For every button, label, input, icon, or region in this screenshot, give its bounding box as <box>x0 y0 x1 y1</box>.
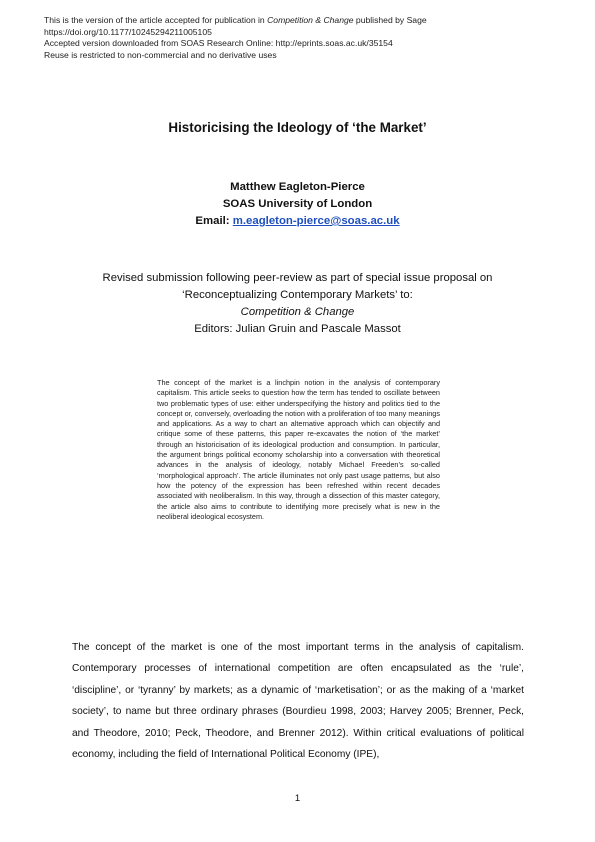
article-title: Historicising the Ideology of ‘the Market’ <box>168 120 427 135</box>
notice-journal-name: Competition & Change <box>267 15 354 25</box>
author-name: Matthew Eagleton-Pierce <box>230 181 365 193</box>
author-affiliation: SOAS University of London <box>222 198 373 210</box>
notice-line-doi: https://doi.org/10.1177/1024529421100510​5 <box>44 26 212 37</box>
author-block <box>0 179 595 230</box>
notice-line-reuse: Reuse is restricted to non-commercial and no derivative uses <box>44 49 277 60</box>
author-email-line <box>0 213 595 230</box>
body-paragraph: The concept of the market is one of the most important terms in the analysis of capitalism. Contemporary processes of international competition are often encapsulated as the ‘rule’, ‘discipline’, or ‘tyranny’ by markets; as a dynamic of ‘marketisation’; or as the making of a ‘market society’, to name but three ordinary phrases (Bourdieu 1998, 2003; Harvey 2005; Brenner, Peck, and Theodore, 2010; Peck, Theodore, and Brenner 2012). Within critical evaluations of political economy, including the field of International Political Economy (IPE), <box>72 642 524 761</box>
abstract: The concept of the market is a linchpin notion in the analysis of contemporary capitalism. This article seeks to question how the term has tended to oscillate between two problematic types of use: either underspecifying the history and politics tied to the concept or, conversely, overloading the notion with a proliferation of too many meanings and applications. As a way to chart an alternative approach which can objectify and critique some of these patterns, this paper re-excavates the notion of ‘the market’ through an historicisation of its ideological production and consumption. In particular, the argument brings political economy scholarship into a conversation with theoretical advances in the analysis of ideology, notably Michael Freeden’s so-called ‘morphological approach’. The article illuminates not only past usage patterns, but also how the potency of the expression has been refreshed within recent decades associated with neoliberalism. In this way, through a dissection of this master category, the article also aims to contribute to identifying more precisely what is new in the neoliberal ideological ecosystem. <box>157 378 440 521</box>
publication-notice <box>44 15 427 61</box>
email-label: Email: <box>195 215 233 227</box>
submission-note <box>0 270 595 338</box>
notice-line-repository: Accepted version downloaded from SOAS Research Online: http://eprints.soas.ac.uk/35154 <box>44 38 393 49</box>
submission-journal: Competition & Change <box>240 306 355 318</box>
submission-line-2: ‘Reconceptualizing Contemporary Markets’ to: <box>182 289 413 301</box>
submission-editors: Editors: Julian Gruin and Pascale Massot <box>194 323 401 335</box>
email-link[interactable]: m.eagleton-pierce@soas.ac.uk <box>232 215 400 227</box>
submission-line-1: Revised submission following peer-review as part of special issue proposal on <box>102 272 493 284</box>
page-number: 1 <box>294 793 301 804</box>
notice-line-journal: This is the version of the article accepted for publication in Competition & Change published by Sage <box>44 15 427 25</box>
